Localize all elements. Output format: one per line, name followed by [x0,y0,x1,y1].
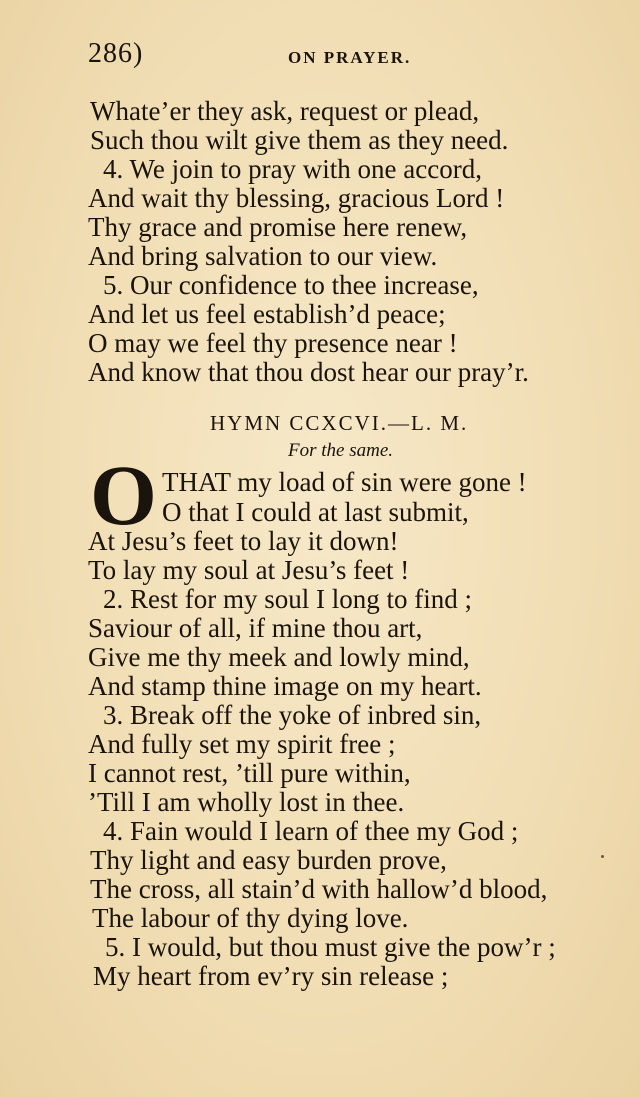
verse-line: 5. I would, but thou must give the pow’r ; [105,932,556,962]
verse-line: And fully set my spirit free ; [88,729,396,759]
verse-line: At Jesu’s feet to lay it down! [88,526,399,556]
verse-line: And wait thy blessing, gracious Lord ! [88,183,505,213]
verse-line: 4. Fain would I learn of thee my God ; [103,816,519,846]
verse-line: Thy grace and promise here renew, [88,212,468,242]
verse-line: 3. Break off the yoke of inbred sin, [103,700,482,730]
verse-line: O that I could at last submit, [162,497,469,527]
verse-line: 2. Rest for my soul I long to find ; [103,584,472,614]
verse-line: And bring salvation to our view. [88,241,438,271]
drop-cap: O [90,447,157,543]
verse-line: Thy light and easy burden prove, [90,845,447,875]
verse-line: I cannot rest, ’till pure within, [88,758,411,788]
hymn-subtitle: For the same. [288,440,394,461]
verse-line: THAT my load of sin were gone ! [162,467,527,497]
page-number: 286) [88,38,144,69]
verse-line: My heart from ev’ry sin release ; [93,961,449,991]
verse-line: 5. Our confidence to thee increase, [103,270,479,300]
verse-line: Give me thy meek and lowly mind, [88,642,470,672]
verse-line: Such thou wilt give them as they need. [90,125,509,155]
verse-line: O may we feel thy presence near ! [88,328,458,358]
verse-line: To lay my soul at Jesu’s feet ! [88,555,410,585]
hymn-title: HYMN CCXCVI.—L. M. [210,411,469,435]
verse-line: And know that thou dost hear our pray’r. [88,357,529,387]
verse-line: 4. We join to pray with one accord, [103,154,482,184]
verse-line: The cross, all stain’d with hallow’d blood, [90,874,548,904]
running-head: ON PRAYER. [288,48,412,67]
verse-line: The labour of thy dying love. [92,903,409,933]
verse-line: ’Till I am wholly lost in thee. [88,787,405,817]
verse-line: And let us feel establish’d peace; [88,299,446,329]
page-header [88,38,608,78]
verse-line: Saviour of all, if mine thou art, [88,613,423,643]
verse-line: Whate’er they ask, request or plead, [90,96,480,126]
ink-speck [601,855,604,858]
verse-line: And stamp thine image on my heart. [88,671,482,701]
